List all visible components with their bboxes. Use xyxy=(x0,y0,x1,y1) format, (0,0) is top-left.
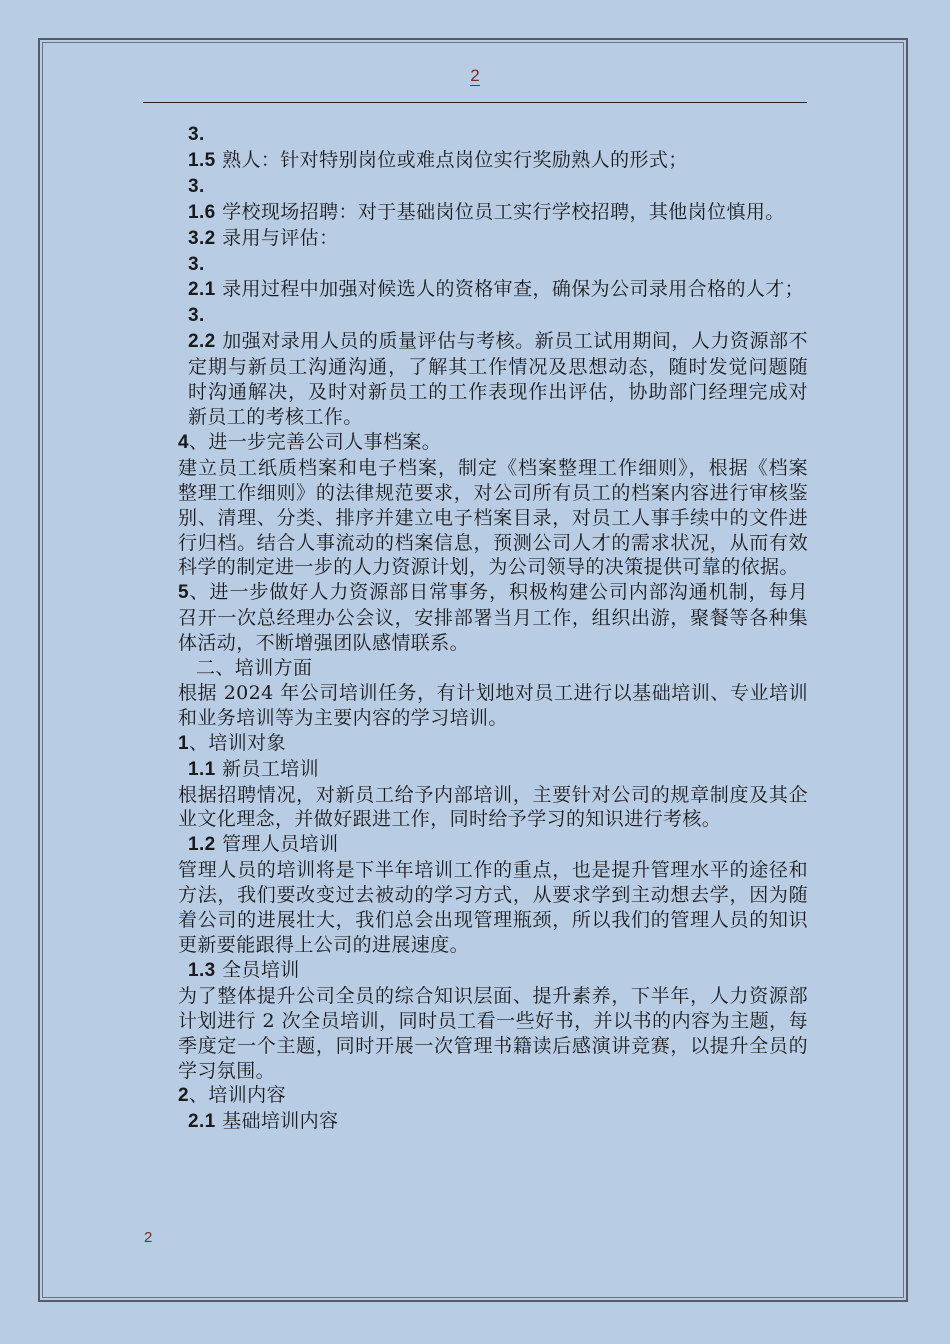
paragraph-number: 2.1 xyxy=(188,1111,216,1133)
paragraph-number: 3.2 xyxy=(188,227,216,249)
paragraph xyxy=(144,456,808,581)
paragraph-number: 1.6 xyxy=(188,201,216,223)
footer-page-number: 2 xyxy=(144,1229,153,1246)
paragraph xyxy=(144,277,808,303)
paragraph-number: 1.2 xyxy=(188,834,216,856)
paragraph-text: 管理人员培训 xyxy=(215,833,339,856)
paragraph xyxy=(144,430,808,456)
paragraph xyxy=(144,226,808,252)
paragraph xyxy=(144,122,808,148)
paragraph-number: 3. xyxy=(188,305,205,327)
paragraph-text: 基础培训内容 xyxy=(215,1110,339,1133)
paragraph-number: 2 xyxy=(178,1085,189,1107)
paragraph-number: 5 xyxy=(178,582,189,604)
paragraph xyxy=(144,858,808,958)
paragraph xyxy=(144,200,808,226)
paragraph-text: 根据 2024 年公司培训任务，有计划地对员工进行以基础培训、专业培训和业务培训等为主要内容的学习培训。 xyxy=(178,681,808,729)
paragraph-number: 3. xyxy=(188,124,205,145)
paragraph xyxy=(144,984,808,1084)
document-body xyxy=(144,122,808,1135)
paragraph-text: 全员培训 xyxy=(215,958,300,981)
paragraph-number: 1.5 xyxy=(188,149,216,171)
header-rule xyxy=(143,102,807,103)
paragraph-text: 、进一步完善公司人事档案。 xyxy=(188,430,442,453)
paragraph xyxy=(144,1109,808,1135)
paragraph xyxy=(144,580,808,656)
paragraph-text: 根据招聘情况，对新员工给予内部培训，主要针对公司的规章制度及其企业文化理念，并做好跟进工作，同时给予学习的知识进行考核。 xyxy=(178,783,808,831)
paragraph xyxy=(144,1083,808,1109)
paragraph-text: 录用与评估： xyxy=(215,226,339,249)
paragraph-number: 4 xyxy=(178,431,189,453)
paragraph-number: 2.1 xyxy=(188,279,216,301)
paragraph-number: 1 xyxy=(178,732,189,754)
paragraph xyxy=(144,329,808,430)
paragraph-text: 为了整体提升公司全员的综合知识层面、提升素养，下半年，人力资源部计划进行 2 次全员培训，同时员工看一些好书，并以书的内容为主题，每季度定一个主题，同时开展一次管理书籍读后感演讲竞赛，以提升全员的学习氛围。 xyxy=(178,984,808,1082)
paragraph-number: 1.1 xyxy=(188,758,216,780)
paragraph-text: 加强对录用人员的质量评估与考核。新员工试用期间，人力资源部不定期与新员工沟通沟通，了解其工作情况及思想动态，随时发觉问题随时沟通解决，及时对新员工的工作表现作出评估，协助部门经理完成对新员工的考核工作。 xyxy=(188,330,808,428)
paragraph xyxy=(144,174,808,200)
paragraph-number: 2.2 xyxy=(188,331,216,353)
paragraph xyxy=(144,958,808,984)
paragraph-text: 二、培训方面 xyxy=(196,657,313,680)
paragraph-text: 新员工培训 xyxy=(215,757,320,780)
header-page-number: 2 xyxy=(470,66,480,85)
paragraph-number: 1.3 xyxy=(188,959,216,981)
paragraph xyxy=(144,832,808,858)
paragraph xyxy=(144,681,808,731)
paragraph xyxy=(144,757,808,783)
paragraph-text: 熟人：针对特别岗位或难点岗位实行奖励熟人的形式； xyxy=(215,148,688,171)
paragraph-text: 录用过程中加强对候选人的资格审查，确保为公司录用合格的人才； xyxy=(215,278,805,301)
paragraph-text: 、进一步做好人力资源部日常事务，积极构建公司内部沟通机制，每月召开一次总经理办公会议，安排部署当月工作，组织出游，聚餐等各种集体活动，不断增强团队感情联系。 xyxy=(178,581,808,655)
paragraph-number: 3. xyxy=(188,253,205,275)
paragraph-text: 、培训内容 xyxy=(188,1084,286,1107)
paragraph xyxy=(144,656,808,681)
paragraph xyxy=(144,252,808,278)
paragraph-text: 、培训对象 xyxy=(188,731,286,754)
paragraph xyxy=(144,783,808,833)
paragraph xyxy=(144,303,808,329)
paragraph-text: 建立员工纸质档案和电子档案，制定《档案整理工作细则》，根据《档案整理工作细则》的法律规范要求，对公司所有员工的档案内容进行审核鉴别、清理、分类、排序并建立电子档案目录，对员工人事手续中的文件进行归档。结合人事流动的档案信息，预测公司人才的需求状况，从而有效科学的制定进一步的人力资源计划，为公司领导的决策提供可靠的依据。 xyxy=(178,456,808,579)
paragraph-number: 3. xyxy=(188,175,205,197)
paragraph xyxy=(144,731,808,757)
paragraph xyxy=(144,148,808,174)
paragraph-text: 学校现场招聘：对于基础岗位员工实行学校招聘，其他岗位慎用。 xyxy=(215,200,785,223)
paragraph-text: 管理人员的培训将是下半年培训工作的重点，也是提升管理水平的途径和方法，我们要改变过去被动的学习方式，从要求学到主动想去学，因为随着公司的进展壮大，我们总会出现管理瓶颈，所以我们的管理人员的知识更新要能跟得上公司的进展速度。 xyxy=(178,859,808,956)
